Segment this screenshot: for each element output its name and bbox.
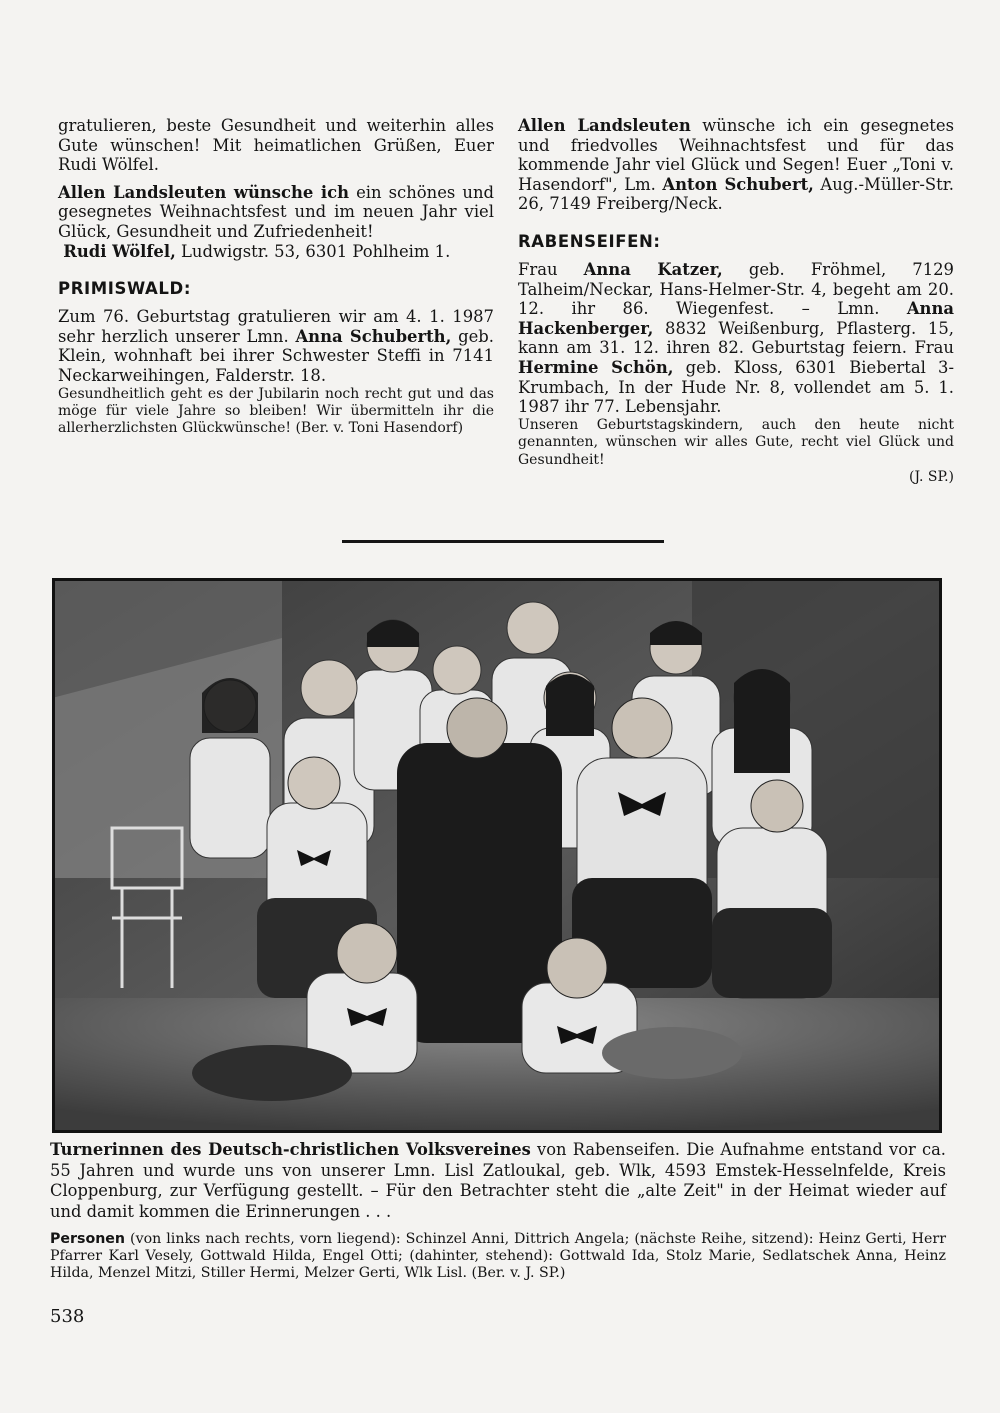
section-heading-rabenseifen: RABENSEIFEN:: [518, 231, 661, 251]
signature-line: [58, 242, 494, 262]
group-photo: [52, 578, 942, 1133]
persons-text: (von links nach rechts, vorn liegend): Schinzel Anni, Dittrich Angela; (nächste Reihe, sitzend): Heinz Gerti, Herr Pfarrer Karl Vesely, Gottwald Hilda, Engel Otti; (dahinter, stehend): Gottwald Ida, Stolz Marie, Sedlatschek Anna, Heinz Hilda, Menzel Mitzi, Stiller Hermi, Melzer Gerti, Wlk Lisl. (Ber. v. J. SP.): [50, 1231, 946, 1281]
greeting-bold: Allen Landsleuten wünsche ich: [58, 182, 350, 202]
credit: (J. SP.): [909, 468, 954, 485]
section-heading-primiswald: PRIMISWALD:: [58, 279, 192, 299]
rabenseifen-paragraph: [518, 260, 954, 417]
rab-name-1: Anna Katzer,: [583, 259, 723, 279]
page-number: 538: [50, 1306, 85, 1327]
photo-caption: [50, 1140, 946, 1222]
greeting-bold-right: Allen Landsleuten: [518, 116, 691, 135]
birthday-text-1: Zum 76. Geburtstag gratulieren wir am 4. 1. 1987 sehr herzlich unserer Lmn.: [58, 307, 494, 346]
persons-label: Personen: [50, 1231, 126, 1247]
signature-name: Rudi Wölfel,: [63, 241, 176, 261]
birthday-paragraph: [58, 307, 494, 385]
greeting-address-right: Aug.-Müller-Str. 26, 7149 Freiberg/Neck.: [518, 174, 954, 214]
intro-text: gratulieren, beste Gesundheit und weiterhin alles Gute wünschen! Mit heimatlichen Grüßen, Euer Rudi Wölfel.: [58, 116, 494, 175]
rab-text-c: 8832 Weißenburg, Pflasterg. 15, kann am 31. 12. ihren 82. Geburtstag feiern. Frau: [518, 318, 954, 358]
caption-bold: Turnerinnen des Deutsch-christlichen Volksvereines: [50, 1140, 531, 1159]
right-column: [518, 116, 954, 486]
left-column: [58, 116, 494, 438]
signature-address: Ludwigstr. 53, 6301 Pohlheim 1.: [175, 241, 451, 261]
rab-name-2: Anna Hackenberger,: [518, 299, 954, 338]
health-note: Gesundheitlich geht es der Jubilarin noch recht gut und das möge für viele Jahre so bleiben! Wir übermitteln ihr die allerherzlichsten Glückwünsche! (Ber. v. Toni Hasendorf): [58, 385, 494, 437]
greeting-name-right: Anton Schubert,: [662, 174, 814, 194]
greeting-paragraph-right: [518, 116, 954, 214]
wishes-note: Unseren Geburtstagskindern, auch den heute nicht genannten, wünschen wir alles Gute, recht viel Glück und Gesundheit!: [518, 416, 954, 468]
credit-row: [518, 469, 954, 486]
greeting-rest: ein schönes und gesegnetes Weihnachtsfest und im neuen Jahr viel Glück, Gesundheit und Zufriedenheit!: [58, 182, 494, 241]
rab-text-b: geb. Fröhmel, 7129 Talheim/Neckar, Hans-Helmer-Str. 4, begeht am 20. 12. ihr 86. Wiegenfest. – Lmn.: [518, 259, 954, 319]
rab-text-d: geb. Kloss, 6301 Biebertal 3-Krumbach, In der Hude Nr. 8, vollendet am 5. 1. 1987 ihr 77. Lebensjahr.: [518, 357, 954, 417]
greeting-rest-right: wünsche ich ein gesegnetes und friedvolles Weihnachtsfest und für das kommende Jahr viel Glück und Segen! Euer „Toni v. Hasendorf", Lm.: [518, 116, 954, 194]
birthday-name: Anna Schuberth,: [295, 326, 452, 346]
rab-name-3: Hermine Schön,: [518, 357, 674, 377]
caption-text: von Rabenseifen. Die Aufnahme entstand vor ca. 55 Jahren und wurde uns von unserer Lmn. Lisl Zatloukal, geb. Wlk, 4593 Emstek-Hesselnfelde, Kreis Cloppenburg, zur Verfügung gestellt. – Für den Betrachter steht die „alte Zeit" in der Heimat wieder auf und damit kommen die Erinnerungen . . .: [50, 1140, 946, 1221]
greeting-paragraph: [58, 183, 494, 242]
photo-illustration: [52, 578, 942, 1133]
birthday-text-2: geb. Klein, wohnhaft bei ihrer Schwester Steffi in 7141 Neckarweihingen, Falderstr. 18.: [58, 326, 494, 385]
persons-list: [50, 1231, 946, 1282]
rab-text-a: Frau: [518, 259, 584, 279]
divider-rule: [342, 540, 664, 543]
